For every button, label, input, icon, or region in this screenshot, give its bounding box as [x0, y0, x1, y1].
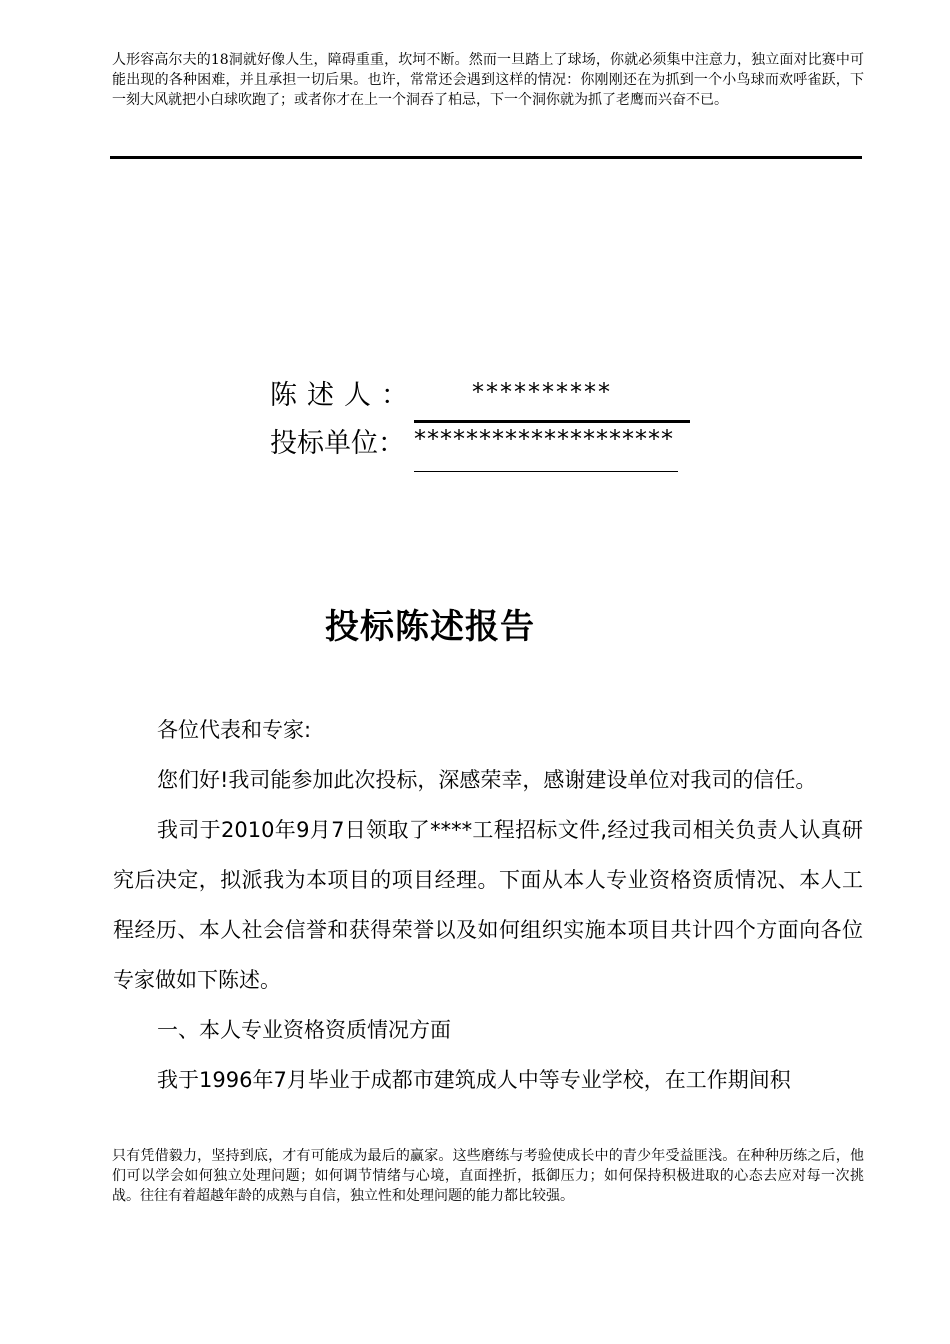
bidder-row — [270, 424, 710, 472]
bidder-underline — [414, 471, 678, 472]
body-paragraph: 我于1996年7月毕业于成都市建筑成人中等专业学校，在工作期间积 — [157, 1068, 791, 1092]
presenter-label: 陈述人： — [270, 380, 418, 411]
body-paragraph: 您们好!我司能参加此次投标，深感荣幸，感谢建设单位对我司的信任。 — [157, 768, 817, 792]
header-quote: 人形容高尔夫的18洞就好像人生，障碍重重，坎坷不断。然而一旦踏上了球场，你就必须集中注意力，独立面对比赛中可能出现的各种困难，并且承担一切后果。也许，常常还会遇到这样的情况：你刚刚还在为抓到一个小鸟球而欢呼雀跃，下一刻大风就把小白球吹跑了；或者你才在上一个洞吞了柏忌，下一个洞你就为抓了老鹰而兴奋不已。 — [112, 52, 864, 108]
presenter-row — [270, 376, 710, 424]
header-divider — [110, 156, 862, 159]
footer-quote: 只有凭借毅力，坚持到底，才有可能成为最后的赢家。这些磨练与考验使成长中的青少年受益匪浅。在种种历练之后，他们可以学会如何独立处理问题；如何调节情绪与心境，直面挫折，抵御压力；如何保持积极进取的心态去应对每一次挑战。往往有着超越年龄的成熟与自信，独立性和处理问题的能力都比较强。 — [112, 1148, 864, 1204]
bidder-label: 投标单位： — [270, 428, 405, 459]
presenter-value: ********** — [472, 378, 612, 406]
document-title: 投标陈述报告 — [325, 607, 535, 647]
body-paragraph: 我司于2010年9月7日领取了****工程招标文件,经过我司相关负责人认真研究后决定，拟派我为本项目的项目经理。下面从本人专业资格资质情况、本人工程经历、本人社会信誉和获得荣誉以及如何组织实施本项目共计四个方面向各位专家做如下陈述。 — [113, 818, 863, 992]
section-heading: 一、本人专业资格资质情况方面 — [157, 1018, 451, 1042]
cover-info — [270, 376, 710, 472]
document-body — [113, 705, 863, 1105]
bidder-value: ******************** — [414, 425, 674, 453]
salutation: 各位代表和专家: — [157, 718, 312, 742]
